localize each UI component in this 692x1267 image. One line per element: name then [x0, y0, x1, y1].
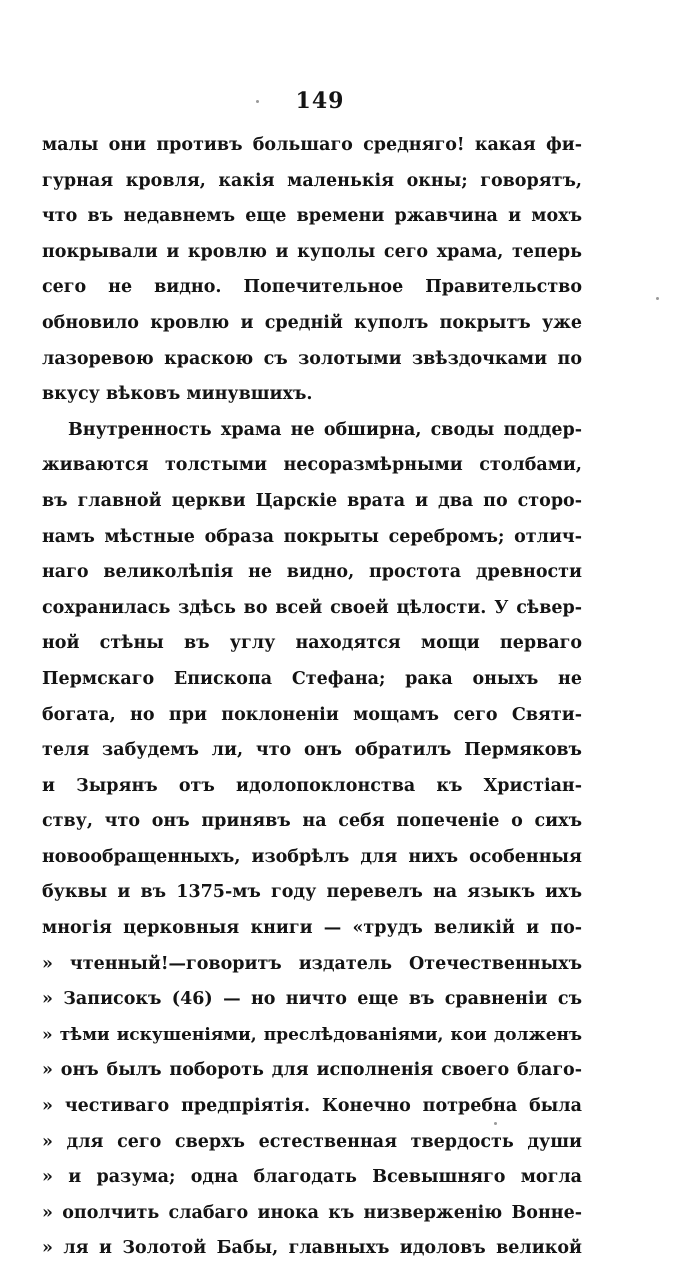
text-line: теля забудемъ ли, что онъ обратилъ Пермяковъ — [42, 740, 582, 761]
text-line: сего не видно. Попечительное Правительство — [42, 277, 582, 298]
text-line: вкусу вѣковъ минувшихъ. — [42, 384, 313, 405]
page-number: 149 — [295, 88, 345, 114]
text-line: » ополчить слабаго инока къ низверженію Вонне- — [42, 1202, 582, 1223]
text-line: » Записокъ (46) — но ничто еще въ сравненіи съ — [42, 989, 582, 1010]
paragraph-1 — [42, 128, 582, 413]
scan-speck — [656, 297, 659, 300]
text-line: многія церковныя книги — «трудъ великій и по- — [42, 918, 582, 939]
scan-speck — [494, 1122, 497, 1125]
body-text — [42, 128, 582, 1267]
scan-speck — [256, 100, 259, 103]
text-line: » чтенный!—говоритъ издатель Отечественныхъ — [42, 953, 582, 974]
text-line: Пермскаго Епископа Стефана; рака оныхъ не — [42, 668, 582, 689]
text-line: и Зырянъ отъ идолопоклонства къ Христіан- — [42, 775, 582, 796]
text-line: живаются толстыми несоразмѣрными столбами, — [42, 455, 582, 476]
text-line: покрывали и кровлю и куполы сего храма, теперь — [42, 241, 582, 262]
text-line: » онъ былъ побороть для исполненія своего благо- — [42, 1060, 582, 1081]
text-line: ной стѣны въ углу находятся мощи перваго — [42, 633, 582, 654]
text-line: » и разума; одна благодать Всевышняго могла — [42, 1167, 582, 1188]
text-line: сохранилась здѣсь во всей своей цѣлости. У сѣвер- — [42, 597, 582, 618]
text-line: намъ мѣстные образа покрыты серебромъ; отлич- — [42, 526, 582, 547]
paragraph-2 — [42, 413, 582, 1267]
text-line: » честиваго предпріятія. Конечно потребна была — [42, 1096, 582, 1117]
text-line: Внутренность храма не обширна, своды поддер- — [68, 419, 582, 440]
text-line: » для сего сверхъ естественная твердость души — [42, 1131, 582, 1152]
text-line: малы они противъ большаго средняго! какая фи- — [42, 135, 582, 155]
text-line: ству, что онъ принявъ на себя попеченіе о сихъ — [42, 811, 582, 832]
text-line: гурная кровля, какія маленькія окны; говорятъ, — [42, 170, 582, 191]
text-line: новообращенныхъ, изобрѣлъ для нихъ особенныя — [42, 846, 582, 867]
text-line: богата, но при поклоненіи мощамъ сего Святи- — [42, 704, 582, 725]
text-line: » ля и Золотой Бабы, главныхъ идоловъ великой — [42, 1238, 582, 1259]
text-line: что въ недавнемъ еще времени ржавчина и мохъ — [42, 206, 582, 227]
text-line: обновило кровлю и средній куполъ покрытъ уже — [42, 312, 582, 333]
text-line: въ главной церкви Царскіе врата и два по сторо- — [42, 490, 582, 511]
text-line: лазоревою краскою съ золотыми звѣздочками по — [42, 348, 582, 369]
text-line: буквы и въ 1375-мъ году перевелъ на языкъ ихъ — [42, 882, 582, 903]
text-line: наго великолѣпія не видно, простота древности — [42, 562, 582, 583]
text-line: » тѣми искушеніями, преслѣдованіями, кои долженъ — [42, 1024, 582, 1045]
